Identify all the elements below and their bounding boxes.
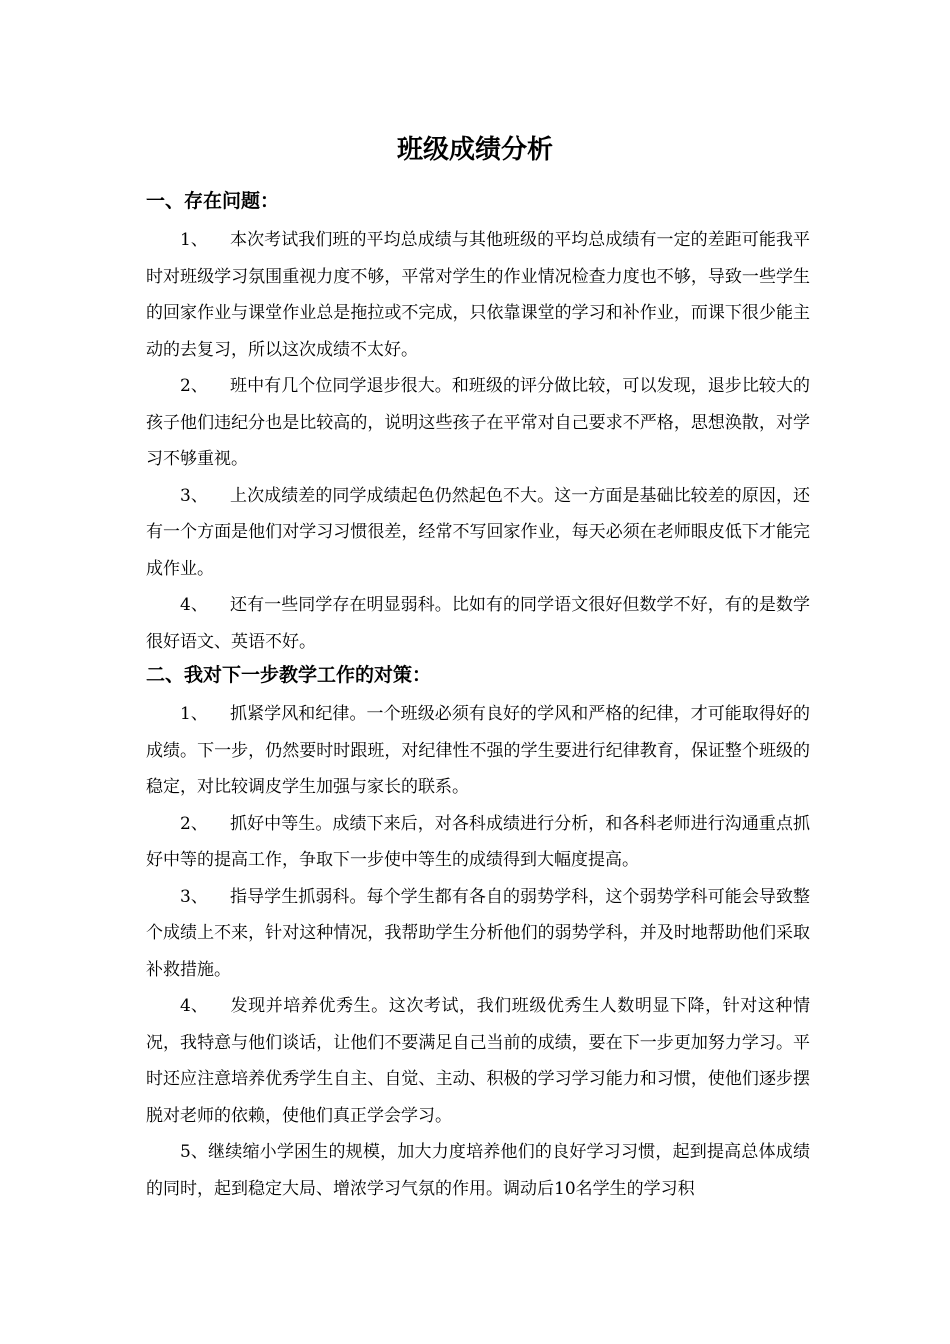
list-item xyxy=(146,696,810,806)
section-countermeasures xyxy=(146,660,810,1207)
item-text: 班中有几个位同学退步很大。和班级的评分做比较，可以发现，退步比较大的孩子他们违纪分也是比较高的，说明这些孩子在平常对自己要求不严格，思想涣散，对学习不够重视。 xyxy=(146,376,810,469)
list-item xyxy=(146,587,810,660)
item-number: 5、 xyxy=(180,1142,208,1162)
item-number: 4、 xyxy=(180,996,208,1016)
document-title: 班级成绩分析 xyxy=(396,135,553,165)
item-number: 4、 xyxy=(180,595,208,615)
item-number: 3、 xyxy=(180,485,208,506)
item-number: 2、 xyxy=(180,813,208,834)
list-item xyxy=(146,222,810,368)
list-item xyxy=(146,478,810,588)
list-item xyxy=(146,879,810,989)
list-item xyxy=(146,806,810,879)
item-text: 本次考试我们班的平均总成绩与其他班级的平均总成绩有一定的差距可能我平时对班级学习氛围重视力度不够，平常对学生的作业情况检查力度也不够，导致一些学生的回家作业与课堂作业总是拖拉或不完成，只依靠课堂的学习和补作业，而课下很少能主动的去复习，所以这次成绩不太好。 xyxy=(146,230,810,360)
item-number: 3、 xyxy=(180,886,208,907)
item-text: 发现并培养优秀生。这次考试，我们班级优秀生人数明显下降，针对这种情况，我特意与他们谈话，让他们不要满足自己当前的成绩，要在下一步更加努力学习。平时还应注意培养优秀学生自主、自觉、主动、积极的学习学习能力和习惯，使他们逐步摆脱对老师的依赖，使他们真正学会学习。 xyxy=(146,996,810,1126)
section-heading: 二、我对下一步教学工作的对策： xyxy=(146,664,432,686)
item-number: 2、 xyxy=(180,376,208,396)
item-text: 抓紧学风和纪律。一个班级必须有良好的学风和严格的纪律，才可能取得好的成绩。下一步，仍然要时时跟班，对纪律性不强的学生要进行纪律教育，保证整个班级的稳定，对比较调皮学生加强与家长的联系。 xyxy=(146,704,810,797)
list-item xyxy=(146,988,810,1134)
item-text: 还有一些同学存在明显弱科。比如有的同学语文很好但数学不好，有的是数学很好语文、英语不好。 xyxy=(146,595,810,652)
item-number: 1、 xyxy=(180,704,208,724)
section-heading: 一、存在问题： xyxy=(146,190,280,212)
section-problems xyxy=(146,186,810,660)
list-item xyxy=(146,1134,810,1207)
item-number: 1、 xyxy=(180,230,208,250)
item-text: 指导学生抓弱科。每个学生都有各自的弱势学科，这个弱势学科可能会导致整个成绩上不来，针对这种情况，我帮助学生分析他们的弱势学科，并及时地帮助他们采取补救措施。 xyxy=(146,886,810,980)
list-item xyxy=(146,368,810,478)
item-text: 上次成绩差的同学成绩起色仍然起色不大。这一方面是基础比较差的原因，还有一个方面是他们对学习习惯很差，经常不写回家作业，每天必须在老师眼皮低下才能完成作业。 xyxy=(146,485,810,579)
item-text: 继续缩小学困生的规模，加大力度培养他们的良好学习习惯，起到提高总体成绩的同时，起到稳定大局、增浓学习气氛的作用。调动后10名学生的学习积 xyxy=(146,1142,810,1199)
item-text: 抓好中等生。成绩下来后，对各科成绩进行分析，和各科老师进行沟通重点抓好中等的提高工作，争取下一步使中等生的成绩得到大幅度提高。 xyxy=(146,813,810,870)
